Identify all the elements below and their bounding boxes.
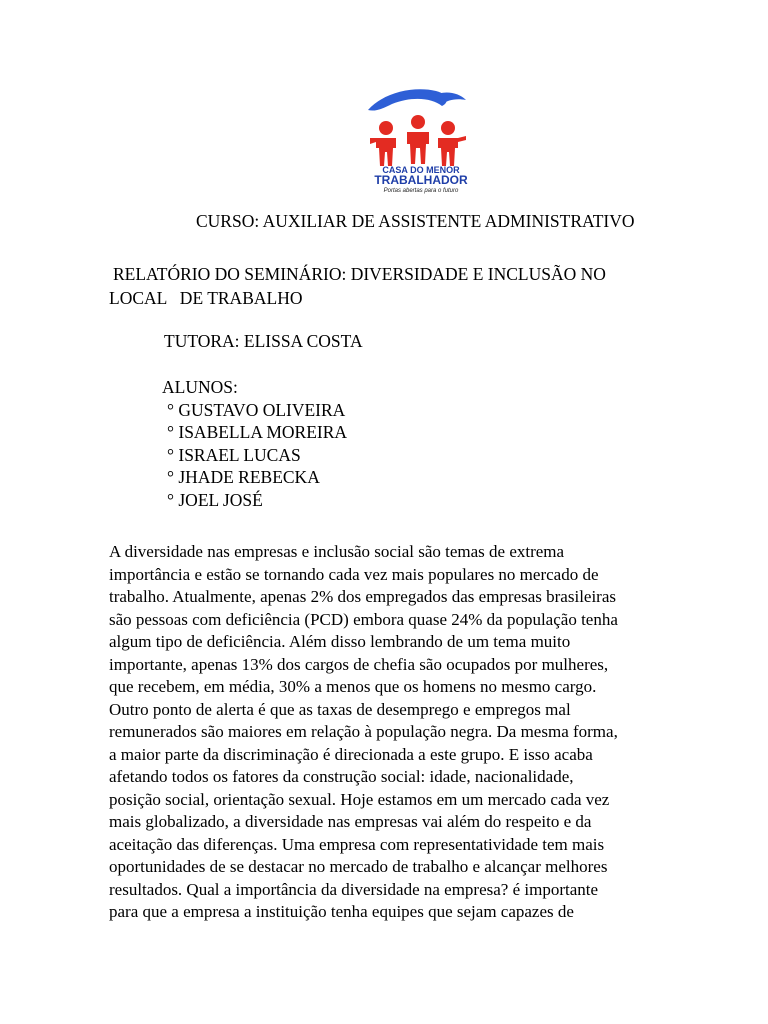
svg-text:CASA DO MENOR: CASA DO MENOR [382,165,460,175]
body-line: que recebem, em média, 30% a menos que os homens no mesmo cargo. [109,677,597,696]
student-item: ° ISABELLA MOREIRA [167,422,348,442]
report-title [109,262,669,310]
report-title-line-1: RELATÓRIO DO SEMINÁRIO: DIVERSIDADE E INCLUSÃO NO [113,264,606,284]
body-line: A diversidade nas empresas e inclusão social são temas de extrema [109,542,565,561]
body-line: oportunidades de se destacar no mercado de trabalho e alcançar melhores [109,857,608,876]
body-line: a maior parte da discriminação é direcionada a este grupo. E isso acaba [109,744,593,764]
tutor-name: TUTORA: ELISSA COSTA [164,331,363,351]
body-line: aceitação das diferenças. Uma empresa com representatividade tem mais [109,834,605,854]
body-line: algum tipo de deficiência. Além disso lembrando de um tema muito [109,632,571,651]
body-line: resultados. Qual a importância da diversidade na empresa? é importante [109,879,599,899]
students-heading: ALUNOS: [162,377,238,397]
body-line: trabalho. Atualmente, apenas 2% dos empregados das empresas brasileiras [109,587,617,606]
body-line: afetando todos os fatores da construção social: idade, nacionalidade, [109,767,574,786]
student-item: ° JOEL JOSÉ [167,489,263,510]
logo-graphic [362,86,480,194]
casa-do-menor-logo [362,86,480,194]
report-title-line-2: LOCAL DE TRABALHO [109,288,303,308]
body-line: posição social, orientação sexual. Hoje estamos em um mercado cada vez [109,789,610,809]
course-title: CURSO: AUXILIAR DE ASSISTENTE ADMINISTRATIVO [196,211,635,231]
body-line: Outro ponto de alerta é que as taxas de desemprego e empregos mal [109,699,571,719]
svg-text:TRABALHADOR: TRABALHADOR [374,173,468,187]
body-line: importante, apenas 13% dos cargos de chefia são ocupados por mulheres, [109,654,609,674]
students-list [162,399,347,512]
students-block [162,376,347,511]
figures-group [370,115,466,166]
student-item: ° JHADE REBECKA [167,467,320,487]
roof-swoosh [368,89,447,110]
student-item: ° ISRAEL LUCAS [167,444,301,465]
body-line: mais globalizado, a diversidade nas empresas vai além do respeito e da [109,812,592,831]
body-line: importância e estão se tornando cada vez mais populares no mercado de [109,564,599,584]
body-line: para que a empresa a instituição tenha equipes que sejam capazes de [109,902,574,921]
body-paragraph [109,541,669,924]
body-line: são pessoas com deficiência (PCD) embora quase 24% da população tenha [109,609,618,629]
svg-text:Portas abertas para o futuro: Portas abertas para o futuro [383,188,459,194]
student-item: ° GUSTAVO OLIVEIRA [167,399,346,420]
body-line: remunerados são maiores em relação à população negra. Da mesma forma, [109,722,618,741]
